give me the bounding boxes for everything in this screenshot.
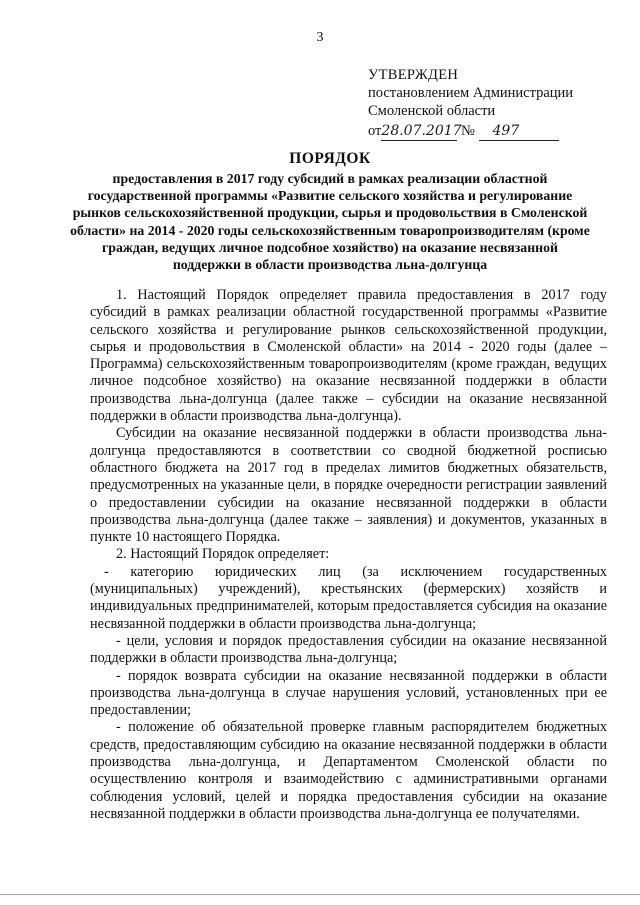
- list-item: - категорию юридических лиц (за исключением государственных (муниципальных) учреждений), крестьянских (фермерских) хозяйств и индивидуальных предпринимателей, которым предоставляется субсидия на оказание несвязанной поддержки в области производства льна-долгунца;: [90, 563, 607, 632]
- paragraph-3: 2. Настоящий Порядок определяет:: [116, 546, 330, 563]
- handwritten-date: 28.07.2017: [381, 123, 462, 139]
- document-title-block: [70, 150, 590, 273]
- document-subtitle: предоставления в 2017 году субсидий в рамках реализации областной государственной программы «Развитие сельского хозяйства и регулирование рынков сельскохозяйственной продукции, сырья и продовольствия в Смоленской области» на 2014 - 2020 годы сельскохозяйственным товаропроизводителям (кроме граждан, ведущих личное подсобное хозяйство) на оказание несвязанной поддержки в области производства льна-долгунца: [70, 171, 590, 273]
- approval-stamp-block: [368, 66, 573, 141]
- approval-number-label: №: [461, 123, 475, 139]
- paragraph-2: Субсидии на оказание несвязанной поддержки в области производства льна-долгунца предоставляются в соответствии со сводной бюджетной росписью областного бюджета на 2017 год в пределах лимитов бюджетных обязательств, предусмотренных на указанные цели, в порядке очередности регистрации заявлений о предоставлении субсидии на оказание несвязанной поддержки в области производства льна-долгунца (далее также – заявления) и документов, указанных в пункте 10 настоящего Порядка.: [90, 425, 607, 546]
- approval-line-1: постановлением Администрации: [368, 85, 574, 101]
- paragraph-1: 1. Настоящий Порядок определяет правила предоставления в 2017 году субсидий в рамках реализации областной государственной программы «Развитие сельского хозяйства и регулирование рынков сельскохозяйственной продукции, сырья и продовольствия в Смоленской области» на 2014 - 2020 годы (далее – Программа) сельскохозяйственным товаропроизводителям (кроме граждан, ведущих личное подсобное хозяйство) на оказание несвязанной поддержки в области производства льна-долгунца (далее также – субсидии на оказание несвязанной поддержки в области производства льна-долгунца).: [90, 287, 607, 425]
- handwritten-number: 497: [479, 122, 559, 141]
- approval-date-number-line: [368, 122, 573, 141]
- page-bottom-rule: [0, 894, 640, 895]
- approval-line-2: Смоленской области: [368, 103, 496, 119]
- page-number: 3: [316, 30, 324, 45]
- approval-word: УТВЕРЖДЕН: [368, 67, 459, 83]
- approval-from-label: от: [368, 123, 382, 139]
- document-title: ПОРЯДОК: [289, 150, 371, 167]
- list-item: - порядок возврата субсидии на оказание несвязанной поддержки в области производства льна-долгунца в случае нарушения условий, установленных при ее предоставлении;: [90, 667, 607, 719]
- list-item: - цели, условия и порядок предоставления субсидии на оказание несвязанной поддержки в области производства льна-долгунца;: [90, 632, 607, 667]
- list-item: - положение об обязательной проверке главным распорядителем бюджетных средств, предоставляющим субсидию на оказание несвязанной поддержки в области производства льна-долгунца, и Департаментом Смоленской области по осуществлению контроля и взаимодействию с административными органами соблюдения условий, целей и порядка предоставления субсидии на оказание несвязанной поддержки в области производства льна-долгунца ее получателями.: [90, 719, 607, 822]
- document-body: [90, 287, 607, 823]
